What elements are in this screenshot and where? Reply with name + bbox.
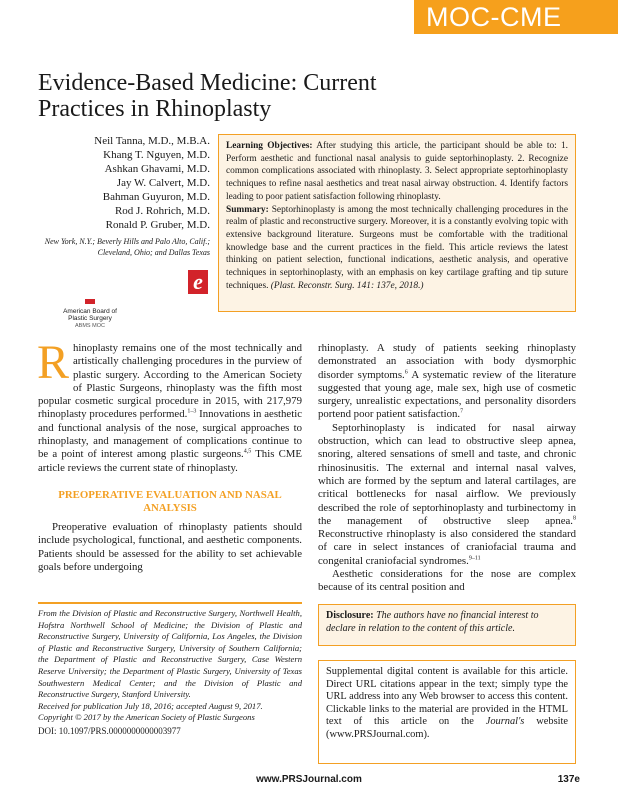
summary-label: Summary: — [226, 204, 269, 215]
author: Ronald P. Gruber, M.D. — [105, 219, 210, 231]
author: Neil Tanna, M.D., M.B.A. — [94, 135, 210, 147]
paragraph-text: hinoplasty remains one of the most technically and artistically challenging procedures in the purview of plastic surgery. According to the American Society of Plastic Surgeons, rhinoplasty was the fifth most popular cosmetic surgical procedure in 2015, with 217,979 rhinoplasty procedures performed. — [38, 342, 302, 421]
author-locations: New York, N.Y.; Beverly Hills and Palo Alto, Calif.; Cleveland, Ohio; and Dallas Texas — [44, 237, 210, 257]
author: Rod J. Rohrich, M.D. — [114, 205, 210, 217]
objectives-label: Learning Objectives: — [226, 141, 313, 151]
author: Jay W. Calvert, M.D. — [116, 177, 210, 189]
paragraph-text: Reconstructive rhinoplasty is also considered the standard of care in select instances of craniofacial trauma and congenital craniofacial syndromes. — [318, 528, 576, 567]
reference-marker: 7 — [460, 408, 464, 415]
absps-mark-icon — [85, 299, 95, 304]
body-paragraph — [318, 422, 576, 568]
disclosure-box — [318, 604, 576, 646]
paragraph-text: rhinoplasty. A study of patients seeking rhinoplasty demonstrated an association with body dysmorphic disorder symptoms. — [318, 342, 576, 381]
reference-marker: 9–11 — [468, 555, 481, 562]
abstract-citation: (Plast. Reconstr. Surg. 141: 137e, 2018.) — [270, 280, 424, 291]
disclosure-text: The authors have no financial interest to declare in relation to the content of this article. — [326, 610, 539, 634]
absps-line: Plastic Surgery — [68, 315, 112, 322]
reference-marker: 1–3 — [187, 408, 197, 415]
body-paragraph: Aesthetic considerations for the nose are complex because of its central position and — [318, 568, 576, 594]
footer-url[interactable]: www.PRSJournal.com — [256, 774, 362, 785]
supplemental-content-box — [318, 660, 576, 764]
absps-logo — [38, 299, 142, 330]
supplement-journal: Journal's — [485, 716, 525, 728]
summary-text: Septorhinoplasty is among the most technically challenging procedures in the realm of plastic and reconstructive surgery. Moreover, it is a constantly evolving topic with extensive background literature. Surgeons must be comfortable with the traditional knowledge base and the current practices in the field. This article reviews the latest thinking on patient selection, functional indications, aesthetic analysis, and operative techniques in septorhinoplasty, with an emphasis on key cartilage grafting and tip suture techniques. — [226, 204, 569, 291]
received-text: Received for publication July 18, 2016; accepted August 9, 2017. — [38, 700, 263, 711]
absps-line: American Board of — [63, 307, 117, 315]
intro-paragraph — [37, 336, 302, 475]
body-column-left — [37, 336, 302, 574]
author: Khang T. Nguyen, M.D. — [103, 149, 210, 161]
article-title: Evidence-Based Medicine: Current Practices in Rhinoplasty — [38, 70, 377, 122]
paragraph-text: Innovations in aesthetic and functional analysis of the nose, surgical approaches to rhinoplasty, and management of complications continue to be a point of interest among plastic surgeons. — [38, 408, 302, 461]
e-cme-logo: e — [188, 270, 208, 294]
objectives-text: After studying this article, the participant should be able to: 1. Perform aesthetic and functional nasal analysis to guide septorhinoplasty. 2. Recognize common complications associated with rhinoplasty. 3. Select appropriate septorhinoplasty techniques to refine nasal aesthetics and treat nasal airway obstruction. 4. Identify factors leading to poor patient satisfaction following rhinoplasty. — [226, 141, 569, 202]
page-number: 137e — [557, 774, 580, 785]
disclosure-label: Disclosure: — [326, 610, 374, 621]
reference-marker: 8 — [573, 515, 576, 522]
copyright-text: Copyright © 2017 by the American Society of Plastic Surgeons — [38, 712, 255, 723]
affiliation-footnote — [38, 602, 302, 738]
author: Ashkan Ghavami, M.D. — [104, 163, 210, 175]
doi-text: DOI: 10.1097/PRS.0000000000003977 — [38, 725, 181, 736]
paragraph-text: A systematic review of the literature suggested that young age, male sex, high use of cosmetic surgery, unrealistic expectations, and personality disorders portend poor patient satisfaction. — [318, 368, 576, 421]
author-list — [38, 134, 210, 232]
section-heading: PREOPERATIVE EVALUATION AND NASAL ANALYSIS — [58, 488, 282, 514]
absps-moc: ABMS MOC — [75, 322, 105, 329]
author: Bahman Guyuron, M.D. — [102, 191, 210, 203]
moc-cme-banner: MOC-CME — [414, 0, 618, 34]
drop-cap: R — [37, 336, 70, 389]
body-paragraph — [318, 342, 576, 422]
body-column-right — [318, 342, 576, 595]
supplement-text: website (www.PRSJournal.com). — [326, 716, 568, 740]
abstract-box — [218, 134, 576, 312]
body-paragraph: Preoperative evaluation of rhinoplasty patients should include psychological, functional, and aesthetic components. Patients should be assessed for the ability to set achievable goals before undergoing — [38, 520, 302, 573]
supplement-text: Supplemental digital content is available for this article. Direct URL citations appear in the text; simply type the URL address into any Web browser to access this content. Clickable links to the material are provided in the HTML text of this article on the — [326, 666, 568, 728]
abstract-text — [226, 140, 568, 292]
affiliation-text: From the Division of Plastic and Reconstructive Surgery, Northwell Health, Hofstra Northwell School of Medicine; the Division of Plastic and Reconstructive Surgery, University of California, Los Angeles, the Division of Plastic and Reconstructive Surgery, University of Southern California; the Department of Plastic and Reconstructive Surgery, Case Western Reserve University; the Department of Plastic Surgery, University of Texas Southwestern Medical Center; and the Division of Plastic and Reconstructive Surgery, Stanford University. — [38, 608, 302, 700]
reference-marker: 4,5 — [243, 448, 252, 455]
reference-marker: 6 — [404, 369, 408, 375]
paragraph-text: Septorhinoplasty is indicated for nasal airway obstruction, which can lead to obstructive sleep apnea, snoring, altered sensations of smell and taste, and chronic rhinosinusitis. The external and internal nasal valves, which are formed by the septum and lateral cartilages, are critical bottlenecks for nasal airflow. We previously described the role of septorhinoplasty and turbinectomy in the management of obstructive sleep apnea. — [318, 421, 576, 527]
paragraph-text: This CME article reviews the current state of rhinoplasty. — [38, 448, 302, 474]
